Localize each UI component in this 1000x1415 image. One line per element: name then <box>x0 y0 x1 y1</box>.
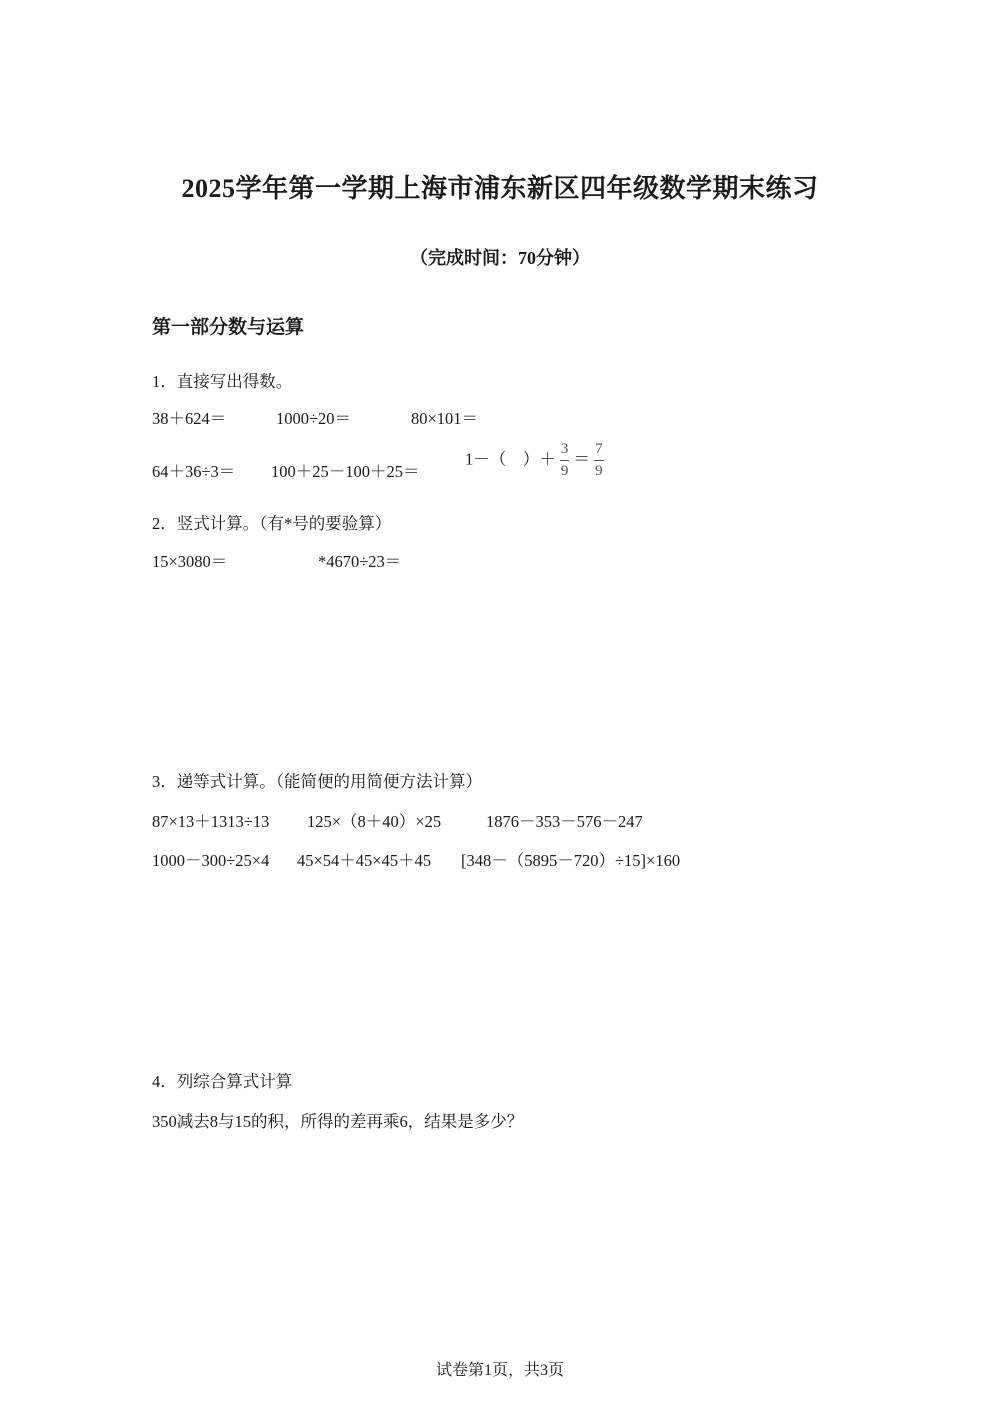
fraction-numerator: 7 <box>594 442 604 461</box>
equals-sign: ＝ <box>573 449 590 469</box>
q1-expr-5: 100＋25－100＋25＝ <box>271 462 420 481</box>
page-subtitle: （完成时间：70分钟） <box>410 248 590 268</box>
q2-title: 2．竖式计算。（有*号的要验算） <box>152 514 392 533</box>
q1-expr-4: 64＋36÷3＝ <box>152 462 236 481</box>
q4-title: 4．列综合算式计算 <box>152 1072 293 1091</box>
q3-expr-6: [348－（5895－720）÷15]×160 <box>461 851 681 870</box>
q2-expr-1: 15×3080＝ <box>152 552 228 571</box>
q1-expr-6 <box>465 442 604 479</box>
q3-expr-5: 45×54＋45×45＋45 <box>297 851 432 870</box>
fraction-numerator: 3 <box>560 442 570 461</box>
q3-expr-3: 1876－353－576－247 <box>486 812 643 831</box>
q1-title: 1．直接写出得数。 <box>152 372 293 391</box>
q1-expr-1: 38＋624＝ <box>152 409 227 428</box>
fraction-denominator: 9 <box>595 463 603 479</box>
q3-expr-1: 87×13＋1313÷13 <box>152 812 270 831</box>
q1-expr-3: 80×101＝ <box>411 409 479 428</box>
page-footer: 试卷第1页，共3页 <box>435 1362 564 1379</box>
q1-expr-6-prefix: 1－（ ）＋ <box>465 449 556 469</box>
page-title: 2025学年第一学期上海市浦东新区四年级数学期末练习 <box>181 174 819 203</box>
q3-expr-4: 1000－300÷25×4 <box>152 851 270 870</box>
q4-text: 350减去8与15的积，所得的差再乘6，结果是多少？ <box>152 1112 524 1131</box>
fraction-denominator: 9 <box>560 463 569 479</box>
q3-expr-2: 125×（8＋40）×25 <box>307 812 442 831</box>
section-title: 第一部分数与运算 <box>152 317 305 338</box>
q2-expr-2: *4670÷23＝ <box>318 552 402 571</box>
fraction-seven-ninths <box>594 442 604 479</box>
q3-title: 3．递等式计算。（能简便的用简便方法计算） <box>152 772 482 791</box>
fraction-three-ninths <box>560 442 570 479</box>
q1-expr-2: 1000÷20＝ <box>276 409 352 428</box>
